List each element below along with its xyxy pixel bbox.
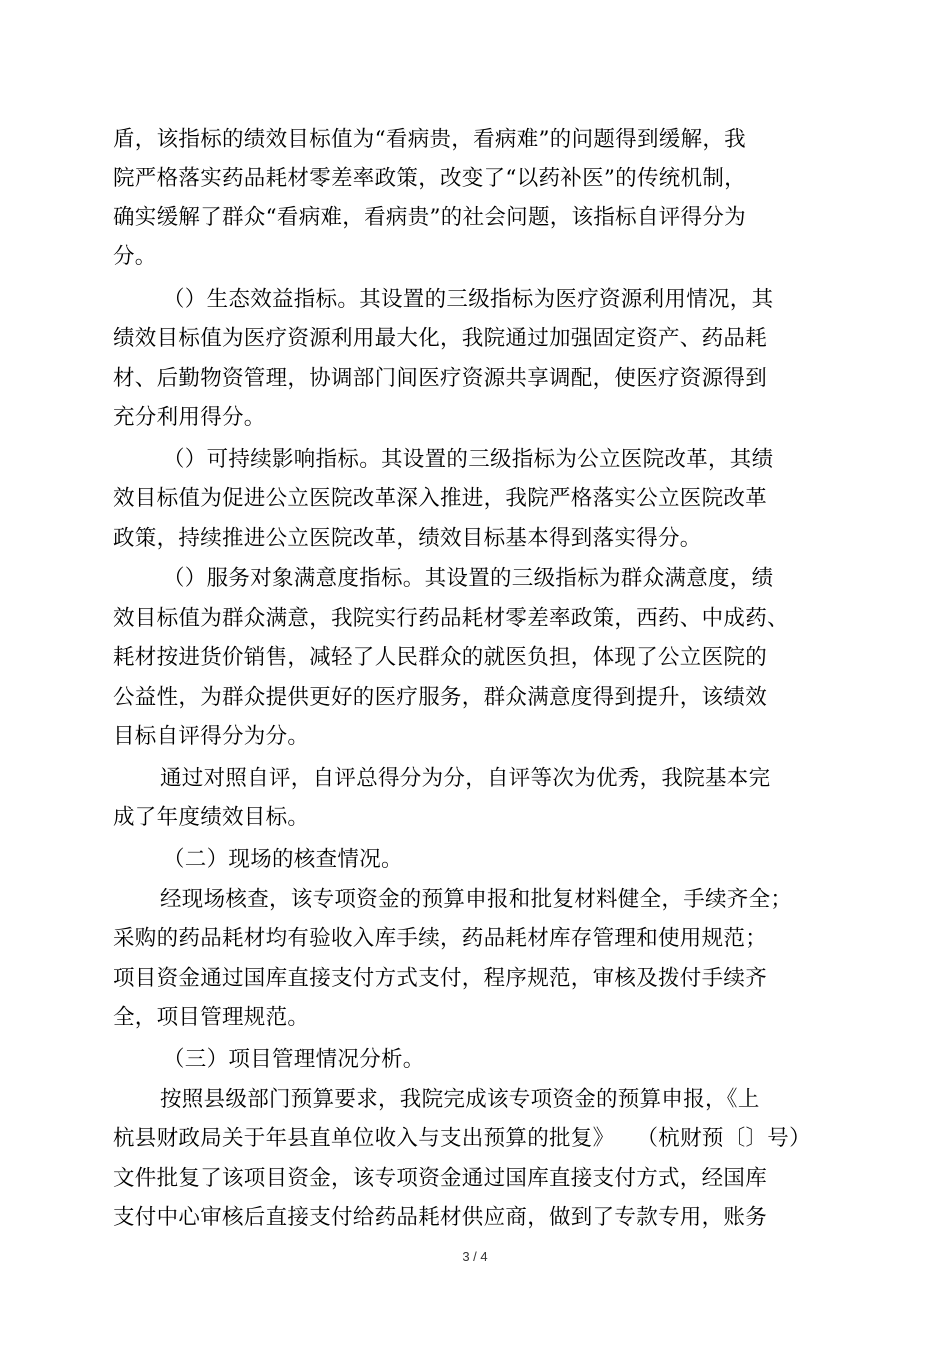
text-line: （）生态效益指标。其设置的三级指标为医疗资源利用情况，其 [163, 287, 774, 312]
section-heading: （二）现场的核查情况。 [163, 847, 403, 872]
text-line: 分。 [113, 244, 157, 269]
text-line: 杭县财政局关于年县直单位收入与支出预算的批复》 （杭财预〔〕号） [113, 1126, 811, 1151]
text-line: 绩效目标值为医疗资源利用最大化，我院通过加强固定资产、药品耗 [113, 326, 768, 351]
text-line: 充分利用得分。 [113, 405, 266, 430]
section-heading: （三）项目管理情况分析。 [163, 1047, 425, 1072]
text-line: 确实缓解了群众“看病难，看病贵”的社会问题，该指标自评得分为 [113, 205, 746, 230]
text-line: 公益性，为群众提供更好的医疗服务，群众满意度得到提升，该绩效 [113, 685, 768, 710]
text-line: 目标自评得分为分。 [113, 724, 310, 749]
text-line: （）可持续影响指标。其设置的三级指标为公立医院改革，其绩 [163, 447, 774, 472]
text-line: 政策，持续推进公立医院改革，绩效目标基本得到落实得分。 [113, 526, 702, 551]
text-line: 院严格落实药品耗材零差率政策，改变了“以药补医”的传统机制， [113, 166, 746, 191]
page-number: 3 / 4 [462, 1249, 488, 1264]
text-line: 全，项目管理规范。 [113, 1005, 310, 1030]
text-line: 项目资金通过国库直接支付方式支付，程序规范，审核及拨付手续齐 [113, 966, 768, 991]
text-line: 盾，该指标的绩效目标值为“看病贵，看病难”的问题得到缓解，我 [113, 127, 746, 152]
text-line: （）服务对象满意度指标。其设置的三级指标为群众满意度，绩 [163, 566, 774, 591]
text-line: 按照县级部门预算要求，我院完成该专项资金的预算申报，《上 [160, 1087, 760, 1112]
text-line: 采购的药品耗材均有验收入库手续，药品耗材库存管理和使用规范； [113, 926, 768, 951]
text-line: 效目标值为促进公立医院改革深入推进，我院严格落实公立医院改革 [113, 486, 768, 511]
text-line: 成了年度绩效目标。 [113, 805, 310, 830]
text-line: 效目标值为群众满意，我院实行药品耗材零差率政策，西药、中成药、 [113, 606, 789, 631]
text-line: 经现场核查，该专项资金的预算申报和批复材料健全，手续齐全； [160, 887, 793, 912]
text-line: 支付中心审核后直接支付给药品耗材供应商，做到了专款专用，账务 [113, 1205, 768, 1230]
text-line: 文件批复了该项目资金，该专项资金通过国库直接支付方式，经国库 [113, 1166, 768, 1191]
text-line: 耗材按进货价销售，减轻了人民群众的就医负担，体现了公立医院的 [113, 645, 768, 670]
text-line: 材、后勤物资管理，协调部门间医疗资源共享调配，使医疗资源得到 [113, 366, 768, 391]
text-line: 通过对照自评，自评总得分为分，自评等次为优秀，我院基本完 [160, 766, 771, 791]
